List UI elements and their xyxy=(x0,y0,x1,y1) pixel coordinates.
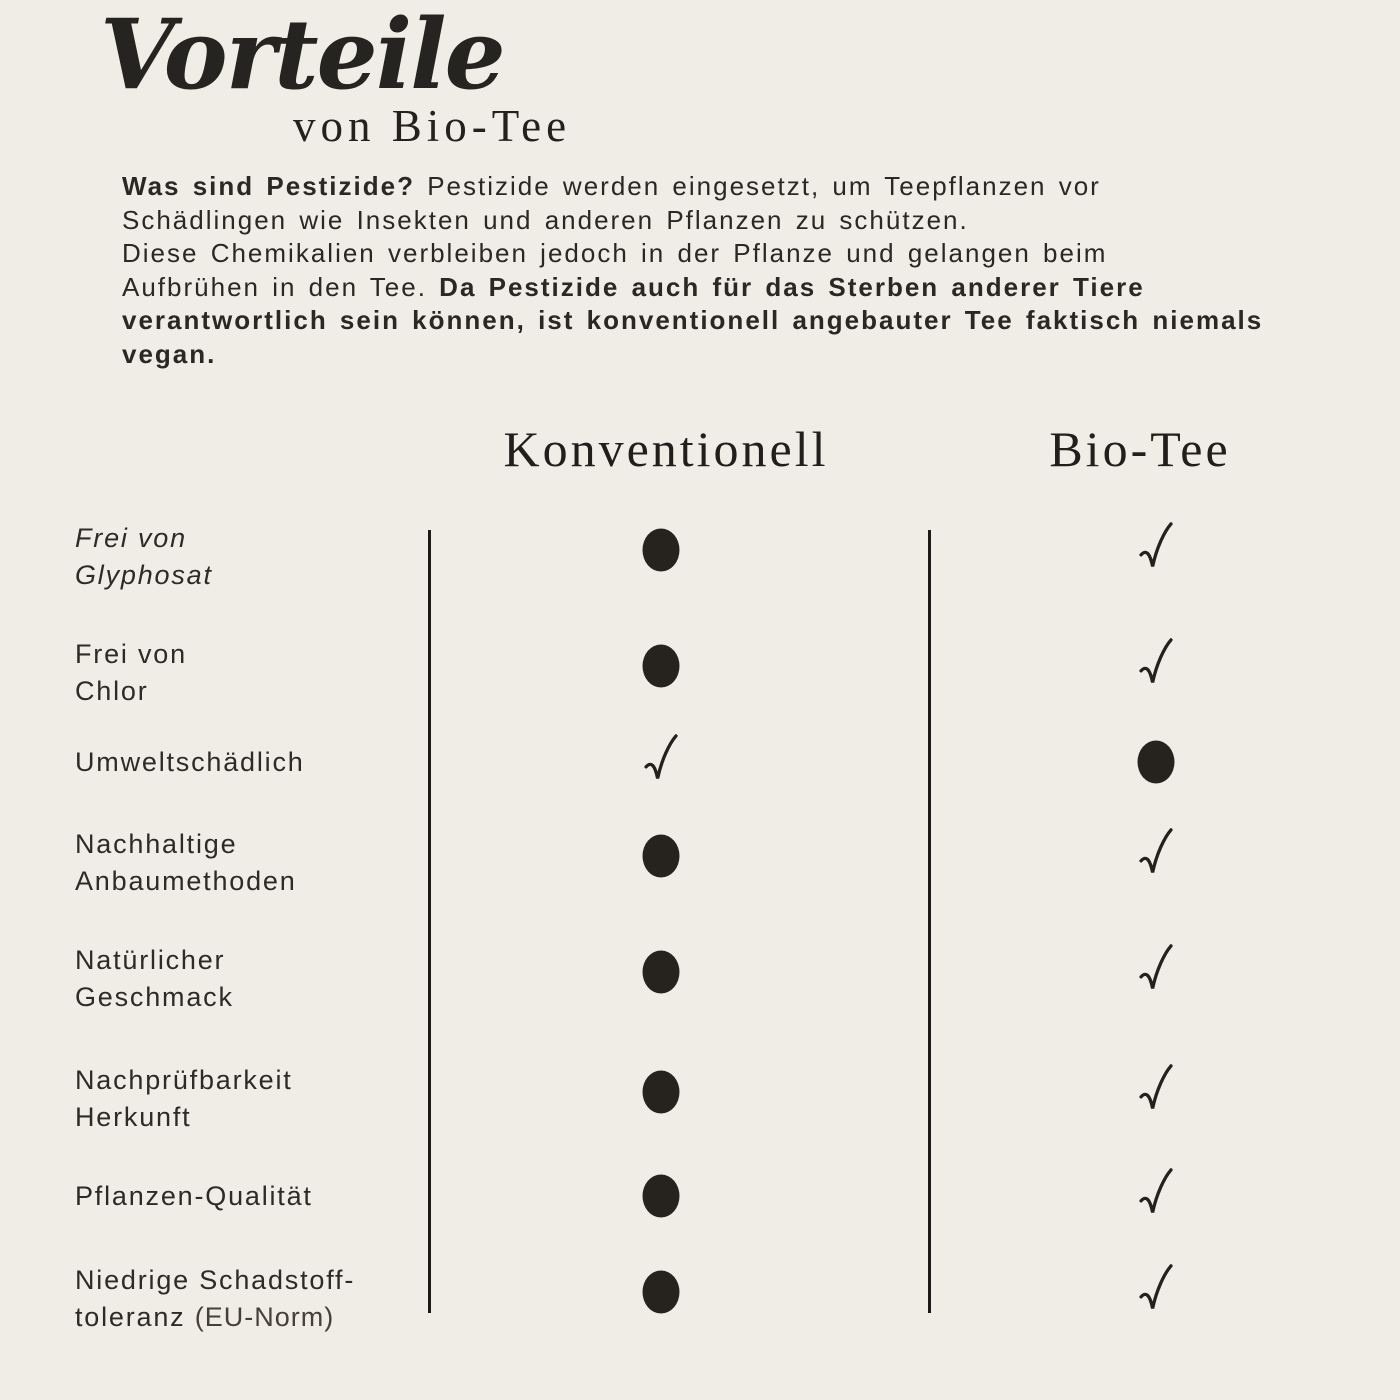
row-label xyxy=(75,826,425,900)
intro-bold-statement: Da Pestizide auch für das Sterben anderer Tiere xyxy=(439,271,1145,302)
row-label-line: Natürlicher xyxy=(75,945,226,975)
mark-konventionell xyxy=(643,835,680,878)
filled-dot-icon xyxy=(643,1071,680,1114)
checkmark-icon xyxy=(1136,1263,1176,1321)
intro-line xyxy=(122,271,1362,305)
row-label xyxy=(75,1262,425,1336)
intro-text: Diese Chemikalien verbleiben jedoch in der Pflanze und gelangen beim xyxy=(122,238,1108,268)
row-label-line: Pflanzen-Qualität xyxy=(75,1181,313,1211)
mark-konventionell xyxy=(643,645,680,688)
intro-line xyxy=(122,338,1362,372)
row-label-line: Chlor xyxy=(75,676,149,706)
column-header-konventionell: Konventionell xyxy=(503,421,829,477)
filled-dot-icon xyxy=(643,835,680,878)
row-label-suffix: (EU-Norm) xyxy=(194,1302,335,1332)
intro-line xyxy=(122,237,1362,271)
page-subtitle: von Bio-Tee xyxy=(293,101,572,151)
intro-bold-question: Was sind Pestizide? xyxy=(122,171,415,201)
row-label-line xyxy=(75,1299,425,1336)
mark-bio-tee xyxy=(1136,637,1176,695)
mark-konventionell xyxy=(643,1071,680,1114)
intro-paragraph xyxy=(122,170,1362,371)
mark-bio-tee xyxy=(1136,827,1176,885)
intro-text: Aufbrühen in den Tee. xyxy=(122,271,440,302)
intro-text: Pestizide werden eingesetzt, um Teepflanzen vor xyxy=(414,171,1101,201)
row-label xyxy=(75,520,425,594)
mark-bio-tee xyxy=(1138,741,1175,784)
row-label-line: Frei von xyxy=(75,639,187,669)
row-label-line: Niedrige Schadstoff- xyxy=(75,1265,356,1295)
checkmark-icon xyxy=(1136,943,1176,1001)
filled-dot-icon xyxy=(643,1175,680,1218)
row-label xyxy=(75,744,425,781)
column-divider-left xyxy=(428,530,431,1313)
mark-konventionell xyxy=(643,529,680,572)
intro-line xyxy=(122,304,1362,338)
row-label xyxy=(75,942,425,1016)
mark-bio-tee xyxy=(1136,943,1176,1001)
mark-bio-tee xyxy=(1136,1063,1176,1121)
row-label-line: Glyphosat xyxy=(75,560,213,590)
checkmark-icon xyxy=(1136,521,1176,579)
mark-konventionell xyxy=(641,733,681,791)
filled-dot-icon xyxy=(643,951,680,994)
checkmark-icon xyxy=(1136,637,1176,695)
filled-dot-icon xyxy=(1138,741,1175,784)
intro-text: Schädlingen wie Insekten und anderen Pflanzen zu schützen. xyxy=(122,204,969,235)
checkmark-icon xyxy=(1136,1167,1176,1225)
mark-bio-tee xyxy=(1136,1167,1176,1225)
row-label-main: toleranz xyxy=(75,1302,195,1332)
column-header-bio-tee: Bio-Tee xyxy=(1049,421,1231,477)
row-label-line: Nachhaltige xyxy=(75,829,238,859)
mark-bio-tee xyxy=(1136,521,1176,579)
filled-dot-icon xyxy=(643,645,680,688)
row-label-line: Herkunft xyxy=(75,1102,192,1132)
row-label xyxy=(75,636,425,710)
filled-dot-icon xyxy=(643,529,680,572)
mark-bio-tee xyxy=(1136,1263,1176,1321)
filled-dot-icon xyxy=(643,1271,680,1314)
checkmark-icon xyxy=(1136,827,1176,885)
intro-line xyxy=(122,170,1362,204)
mark-konventionell xyxy=(643,1175,680,1218)
mark-konventionell xyxy=(643,951,680,994)
row-label-line: Anbaumethoden xyxy=(75,866,297,896)
row-label-line: Geschmack xyxy=(75,982,234,1012)
checkmark-icon xyxy=(641,733,681,791)
column-divider-right xyxy=(928,530,931,1313)
checkmark-icon xyxy=(1136,1063,1176,1121)
row-label xyxy=(75,1062,425,1136)
page-title: Vorteile xyxy=(100,0,504,111)
row-label-line: Frei von xyxy=(75,523,187,553)
row-label xyxy=(75,1178,425,1215)
row-label-line: Nachprüfbarkeit xyxy=(75,1065,293,1095)
intro-bold-statement: vegan. xyxy=(122,338,217,369)
intro-line xyxy=(122,204,1362,238)
intro-bold-statement: verantwortlich sein können, ist konventionell angebauter Tee faktisch niemals xyxy=(122,305,1264,335)
row-label-line: Umweltschädlich xyxy=(75,747,305,777)
mark-konventionell xyxy=(643,1271,680,1314)
